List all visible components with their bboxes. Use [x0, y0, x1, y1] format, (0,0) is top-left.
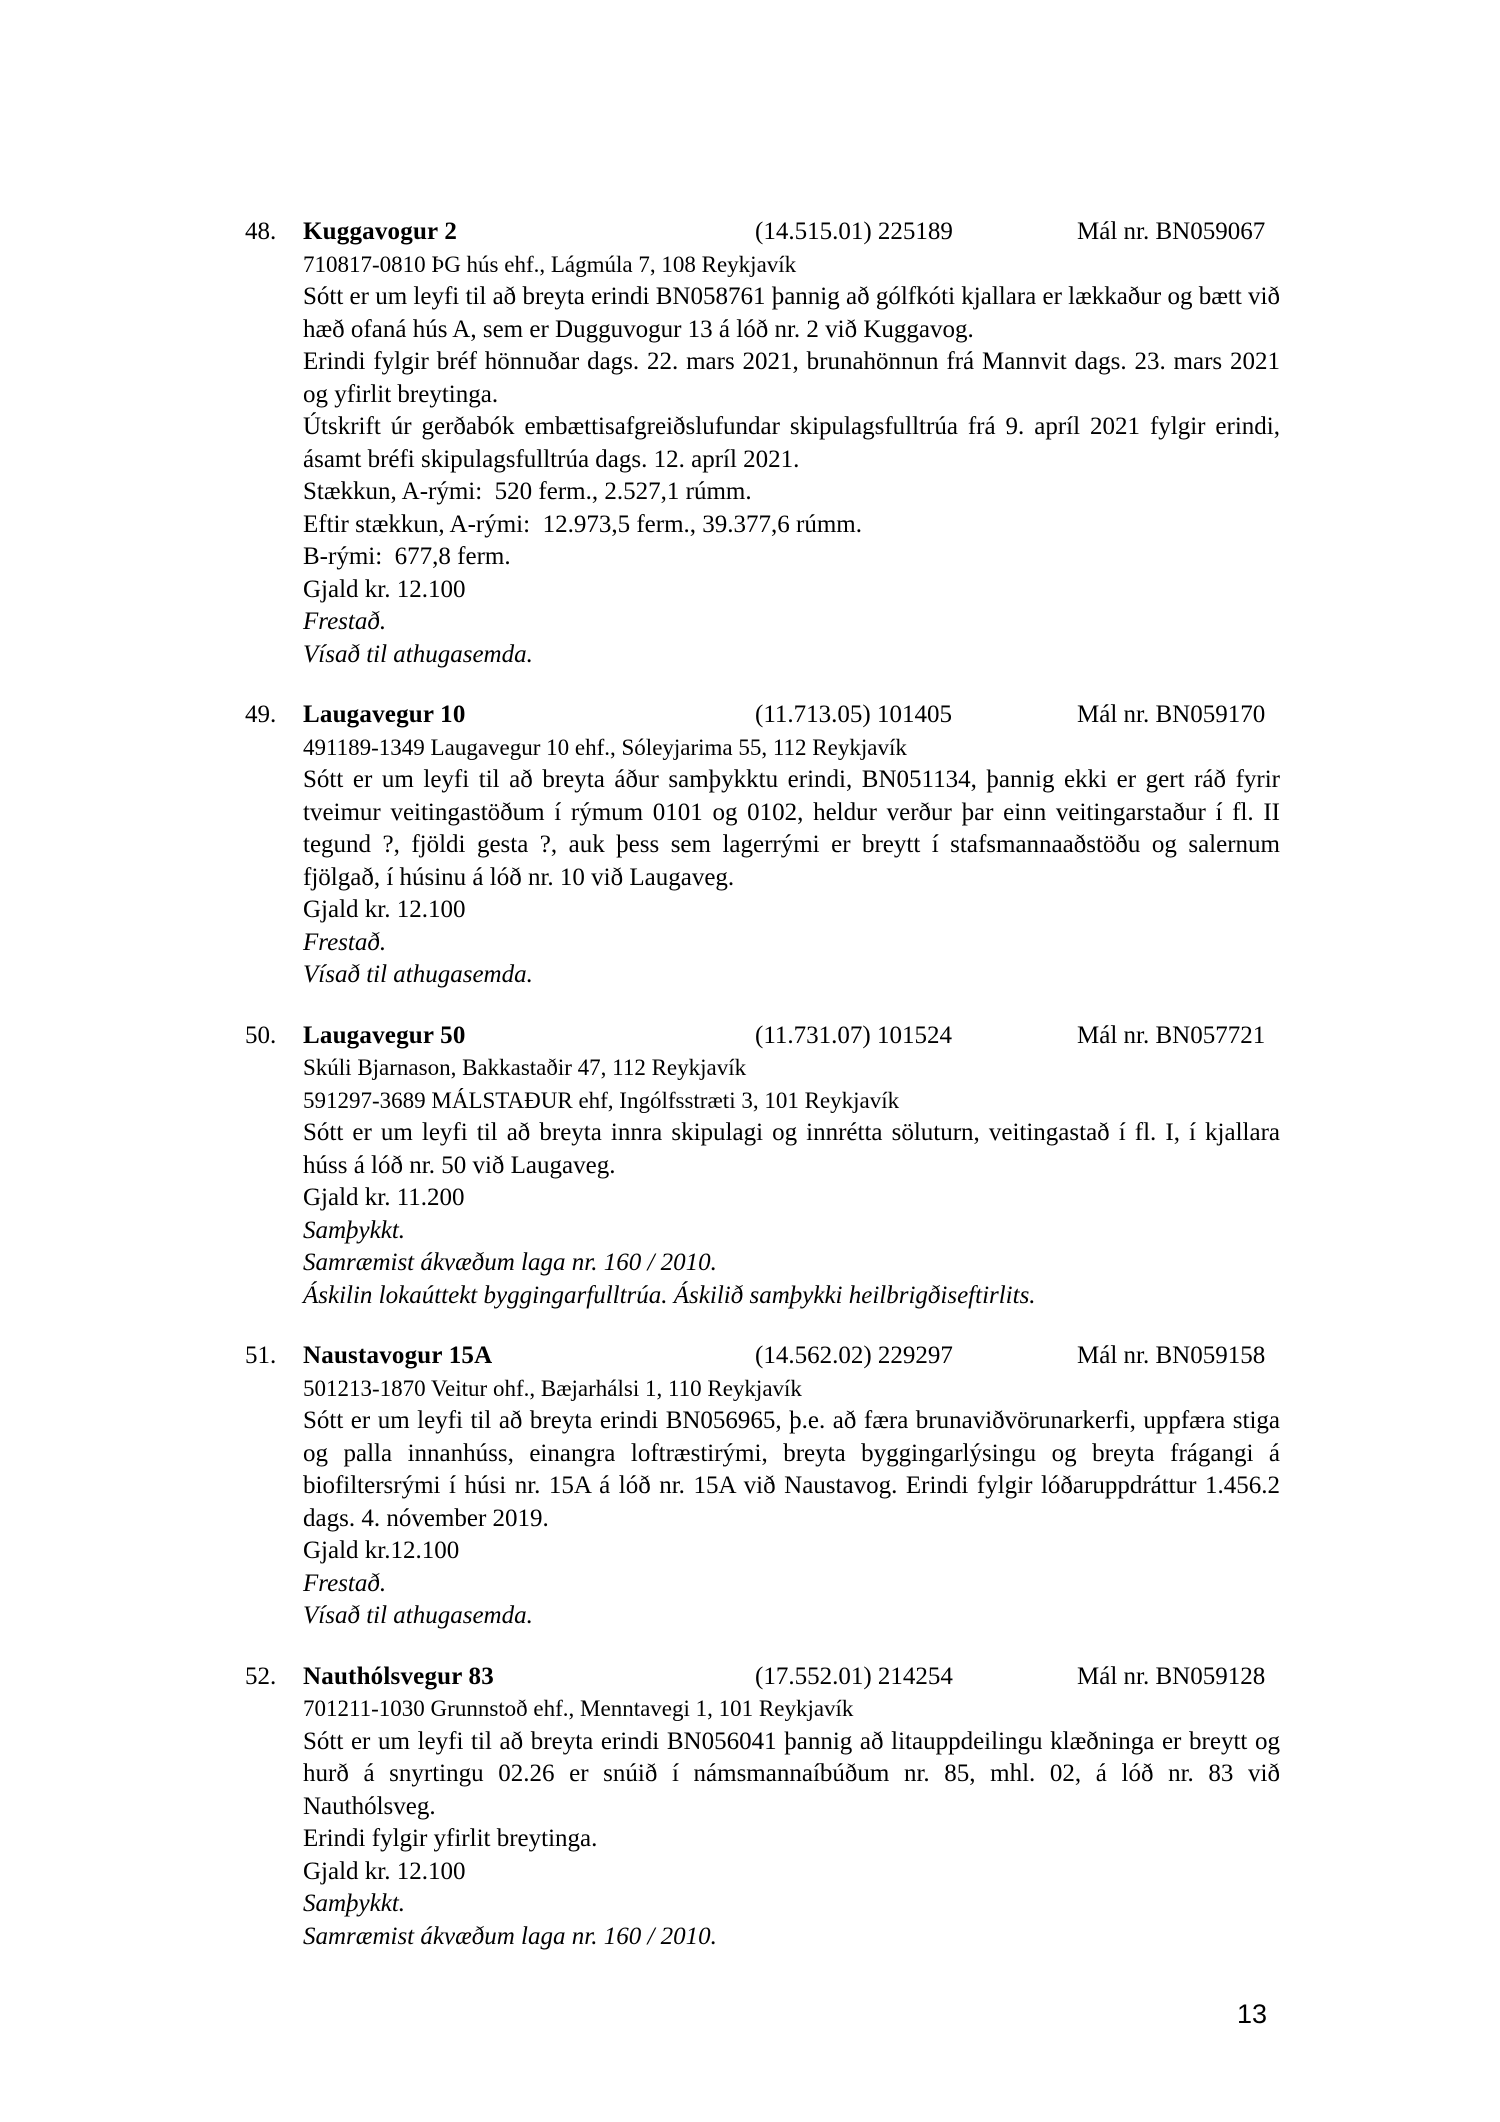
- case-item-line: Gjald kr. 12.100: [303, 1857, 466, 1885]
- case-item-line: Frestað.: [303, 928, 387, 956]
- case-item-number: 51.: [245, 1342, 277, 1369]
- case-item-line: Vísað til athugasemda.: [303, 1602, 533, 1629]
- case-item-line: 491189-1349 Laugavegur 10 ehf., Sóleyjarima 55, 112 Reykjavík: [303, 734, 907, 760]
- case-item-line: Skúli Bjarnason, Bakkastaðir 47, 112 Reykjavík: [303, 1055, 747, 1080]
- case-item-line: B-rými: 677,8 ferm.: [303, 543, 511, 570]
- case-item-line: Samþykkt.: [303, 1216, 406, 1244]
- case-item-mal-nr: Mál nr. BN057721: [1077, 1021, 1266, 1049]
- case-item-title: Laugavegur 50: [303, 1021, 466, 1049]
- case-item-mal-nr: Mál nr. BN059128: [1077, 1662, 1266, 1690]
- case-item-line: Gjald kr. 11.200: [303, 1184, 465, 1211]
- case-item-header: [245, 699, 1280, 732]
- case-item-line: Sótt er um leyfi til að breyta innra skipulagi og innrétta söluturn, veitingastað í fl. I, í kjallara húss á lóð nr. 50 við Laugaveg.: [303, 1119, 1287, 1179]
- case-item-line: Vísað til athugasemda.: [303, 640, 533, 668]
- document-page: [245, 216, 1287, 1953]
- case-item-line: Sótt er um leyfi til að breyta erindi BN056041 þannig að litauppdeilingu klæðninga er breytt og hurð á snyrtingu 02.26 er snúið í námsmannaíbúðum nr. 85, mhl. 02, á lóð nr. 83 við Nauthólsveg.: [303, 1727, 1287, 1820]
- case-item-ref: (17.552.01) 214254: [755, 1662, 953, 1690]
- case-item: [245, 216, 1287, 671]
- case-list: [245, 216, 1287, 1953]
- case-item-ref: (11.731.07) 101524: [755, 1021, 952, 1049]
- case-item-header: [245, 1020, 1280, 1053]
- case-item-line: Gjald kr.12.100: [303, 1537, 460, 1564]
- case-item: [245, 1020, 1287, 1313]
- case-item-mal-nr: Mál nr. BN059067: [1077, 218, 1266, 245]
- case-item: [245, 1340, 1287, 1633]
- case-item-line: Stækkun, A-rými: 520 ferm., 2.527,1 rúmm.: [303, 478, 752, 505]
- case-item-line: 710817-0810 ÞG hús ehf., Lágmúla 7, 108 Reykjavík: [303, 251, 797, 277]
- case-item-number: 49.: [245, 701, 277, 728]
- case-item-line: Frestað.: [303, 608, 387, 635]
- case-item-line: 701211-1030 Grunnstoð ehf., Menntavegi 1, 101 Reykjavík: [303, 1696, 854, 1721]
- case-item-line: Útskrift úr gerðabók embættisafgreiðslufundar skipulagsfulltrúa frá 9. apríl 2021 fylgir erindi, ásamt bréfi skipulagsfulltrúa dags. 12. apríl 2021.: [303, 413, 1287, 473]
- case-item-mal-nr: Mál nr. BN059158: [1077, 1342, 1266, 1369]
- case-item-line: Vísað til athugasemda.: [303, 961, 533, 988]
- case-item-header: [245, 1661, 1280, 1694]
- case-item-line: 591297-3689 MÁLSTAÐUR ehf, Ingólfsstræti 3, 101 Reykjavík: [303, 1087, 900, 1113]
- case-item-line: Sótt er um leyfi til að breyta áður samþykktu erindi, BN051134, þannig ekki er gert ráð fyrir tveimur veitingastöðum í rýmum 0101 og 0102, heldur verður þar einn veitingarstaður í fl. II tegund ?, fjöldi gesta ?, auk þess sem lagerrými er breytt í stafsmannaaðstöðu og salernum fjölgað, í húsinu á lóð nr. 10 við Laugaveg.: [303, 766, 1287, 891]
- case-item-line: 501213-1870 Veitur ohf., Bæjarhálsi 1, 110 Reykjavík: [303, 1375, 802, 1401]
- case-item-lines: [303, 732, 1287, 992]
- case-item-ref: (11.713.05) 101405: [755, 701, 952, 728]
- case-item-line: Eftir stækkun, A-rými: 12.973,5 ferm., 39.377,6 rúmm.: [303, 510, 862, 538]
- case-item-line: Samræmist ákvæðum laga nr. 160 / 2010.: [303, 1249, 717, 1276]
- case-item-line: Samþykkt.: [303, 1890, 406, 1917]
- case-item-line: Samræmist ákvæðum laga nr. 160 / 2010.: [303, 1922, 717, 1950]
- case-item-line: Sótt er um leyfi til að breyta erindi BN056965, þ.e. að færa brunaviðvörunarkerfi, uppfæra stiga og palla innanhúss, einangra loftræstirými, breyta byggingarlýsingu og breyta frágangi á biofiltersrými í húsi nr. 15A á lóð nr. 15A við Naustavog. Erindi fylgir lóðaruppdráttur 1.456.2 dags. 4. nóvember 2019.: [303, 1407, 1287, 1532]
- case-item-number: 52.: [245, 1662, 277, 1690]
- case-item-ref: (14.515.01) 225189: [755, 218, 953, 245]
- case-item-ref: (14.562.02) 229297: [755, 1342, 953, 1369]
- page-number: 13: [1236, 1999, 1268, 2029]
- case-item-lines: [303, 249, 1287, 672]
- case-item-line: Erindi fylgir bréf hönnuðar dags. 22. mars 2021, brunahönnun frá Mannvit dags. 23. mars 2021 og yfirlit breytinga.: [303, 348, 1287, 408]
- case-item-header: [245, 216, 1280, 249]
- case-item-lines: [303, 1693, 1287, 1953]
- case-item-line: Gjald kr. 12.100: [303, 896, 466, 923]
- case-item-line: Erindi fylgir yfirlit breytinga.: [303, 1825, 598, 1852]
- case-item-number: 50.: [245, 1021, 277, 1049]
- case-item-line: Frestað.: [303, 1569, 387, 1597]
- case-item-number: 48.: [245, 218, 277, 245]
- case-item-mal-nr: Mál nr. BN059170: [1077, 701, 1266, 728]
- case-item-line: Áskilin lokaúttekt byggingarfulltrúa. Áskilið samþykki heilbrigðiseftirlits.: [303, 1281, 1036, 1309]
- case-item-line: Gjald kr. 12.100: [303, 575, 466, 603]
- case-item-title: Naustavogur 15A: [303, 1342, 493, 1369]
- case-item-title: Nauthólsvegur 83: [303, 1662, 494, 1690]
- case-item-lines: [303, 1052, 1287, 1312]
- case-item-lines: [303, 1373, 1287, 1633]
- case-item: [245, 699, 1287, 992]
- case-item: [245, 1661, 1287, 1954]
- case-item-line: Sótt er um leyfi til að breyta erindi BN058761 þannig að gólfkóti kjallara er lækkaður og bætt við hæð ofaná hús A, sem er Dugguvogur 13 á lóð nr. 2 við Kuggavog.: [303, 283, 1287, 343]
- case-item-header: [245, 1340, 1280, 1373]
- case-item-title: Laugavegur 10: [303, 701, 466, 728]
- case-item-title: Kuggavogur 2: [303, 218, 458, 245]
